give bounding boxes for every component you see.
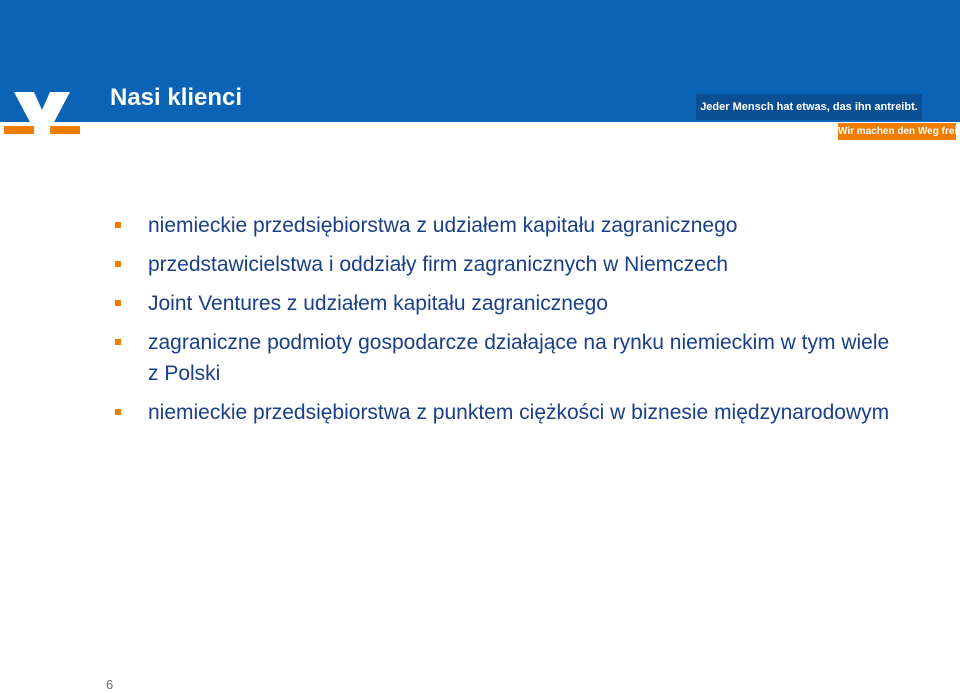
bullet-text: niemieckie przedsiębiorstwa z udziałem kapitału zagranicznego — [148, 214, 738, 237]
bullet-item — [115, 397, 905, 428]
bullet-item — [115, 288, 905, 319]
bullet-item — [115, 327, 905, 389]
bullet-square-icon — [115, 300, 121, 306]
bullet-square-icon — [115, 261, 121, 267]
page-title: Nasi klienci — [110, 84, 243, 111]
bullet-text: zagraniczne podmioty gospodarcze działające na rynku niemieckim w tym wiele z Polski — [148, 331, 890, 385]
bullet-square-icon — [115, 222, 121, 228]
volksbank-logo-icon — [4, 84, 80, 134]
bullet-list — [115, 210, 905, 436]
slogan-sub: Wir machen den Weg frei. — [838, 123, 956, 140]
bullet-text: przedstawicielstwa i oddziały firm zagranicznych w Niemczech — [148, 253, 729, 276]
bullet-text: niemieckie przedsiębiorstwa z punktem ciężkości w biznesie międzynarodowym — [148, 401, 890, 424]
slogan-main: Jeder Mensch hat etwas, das ihn antreibt. — [696, 94, 922, 120]
bullet-text: Joint Ventures z udziałem kapitału zagranicznego — [148, 292, 608, 315]
bullet-item — [115, 210, 905, 241]
bullet-square-icon — [115, 409, 121, 415]
slide-number: 6 — [106, 677, 114, 692]
bullet-square-icon — [115, 339, 121, 345]
bullet-item — [115, 249, 905, 280]
